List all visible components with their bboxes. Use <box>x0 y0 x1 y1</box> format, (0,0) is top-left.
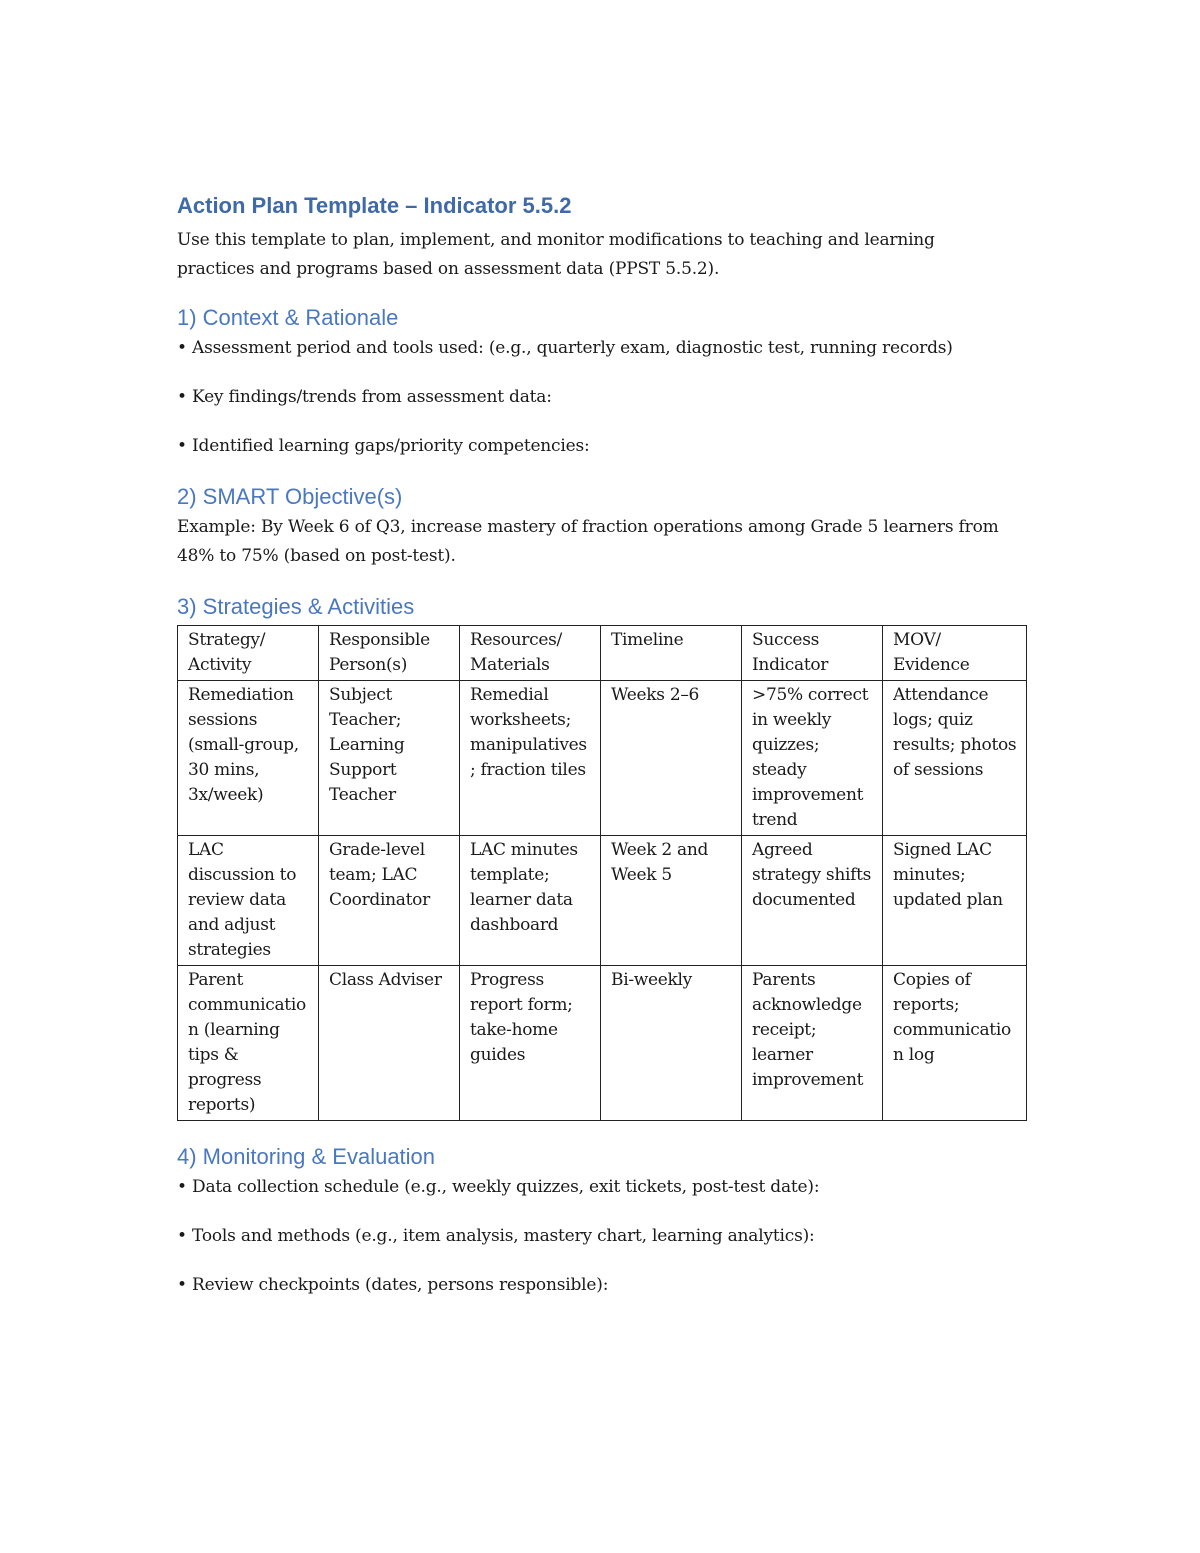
bullet-review-checkpoints: • Review checkpoints (dates, persons responsible): <box>177 1275 609 1295</box>
header-mov: MOV/ Evidence <box>883 626 1027 681</box>
table-cell: >75% correct in weekly quizzes; steady improvement trend <box>742 681 883 836</box>
bullet-key-findings: • Key findings/trends from assessment data: <box>177 387 552 407</box>
header-success-indicator: Success Indicator <box>742 626 883 681</box>
table-cell: Class Adviser <box>319 966 460 1121</box>
table-cell: Signed LAC minutes; updated plan <box>883 836 1027 966</box>
table-cell: Progress report form; take-home guides <box>460 966 601 1121</box>
header-timeline: Timeline <box>601 626 742 681</box>
strategies-table <box>177 625 1027 1121</box>
table-header-row <box>178 626 1027 681</box>
table-cell: Agreed strategy shifts documented <box>742 836 883 966</box>
section-heading-monitoring: 4) Monitoring & Evaluation <box>177 1144 436 1169</box>
document-page <box>177 186 1027 1300</box>
table-row <box>178 681 1027 836</box>
bullet-learning-gaps: • Identified learning gaps/priority competencies: <box>177 436 590 456</box>
bullet-data-collection: • Data collection schedule (e.g., weekly quizzes, exit tickets, post-test date): <box>177 1177 820 1197</box>
table-cell: Parent communication (learning tips & progress reports) <box>178 966 319 1121</box>
table-cell: Parents acknowledge receipt; learner improvement <box>742 966 883 1121</box>
table-row <box>178 966 1027 1121</box>
table-cell: LAC discussion to review data and adjust strategies <box>178 836 319 966</box>
header-strategy: Strategy/ Activity <box>178 626 319 681</box>
header-resources: Resources/ Materials <box>460 626 601 681</box>
table-cell: LAC minutes template; learner data dashboard <box>460 836 601 966</box>
header-responsible: Responsible Person(s) <box>319 626 460 681</box>
bullet-assessment-period: • Assessment period and tools used: (e.g., quarterly exam, diagnostic test, running records) <box>177 338 953 358</box>
intro-paragraph: Use this template to plan, implement, and monitor modifications to teaching and learning practices and programs based on assessment data (PPST 5.5.2). <box>177 230 935 279</box>
table-cell: Grade-level team; LAC Coordinator <box>319 836 460 966</box>
page-title: Action Plan Template – Indicator 5.5.2 <box>177 193 572 218</box>
table-cell: Subject Teacher; Learning Support Teacher <box>319 681 460 836</box>
table-cell: Bi-weekly <box>601 966 742 1121</box>
table-cell: Remedial worksheets; manipulatives; fraction tiles <box>460 681 601 836</box>
table-cell: Attendance logs; quiz results; photos of sessions <box>883 681 1027 836</box>
section-heading-smart: 2) SMART Objective(s) <box>177 484 403 509</box>
table-cell: Week 2 and Week 5 <box>601 836 742 966</box>
table-cell: Weeks 2–6 <box>601 681 742 836</box>
bullet-tools-methods: • Tools and methods (e.g., item analysis, mastery chart, learning analytics): <box>177 1226 815 1246</box>
section-heading-context: 1) Context & Rationale <box>177 305 399 330</box>
smart-example: Example: By Week 6 of Q3, increase mastery of fraction operations among Grade 5 learners from 48% to 75% (based on post-test). <box>177 517 999 566</box>
table-row <box>178 836 1027 966</box>
section-heading-strategies: 3) Strategies & Activities <box>177 594 415 619</box>
table-cell: Copies of reports; communication log <box>883 966 1027 1121</box>
table-cell: Remediation sessions (small-group, 30 mins, 3x/week) <box>178 681 319 836</box>
